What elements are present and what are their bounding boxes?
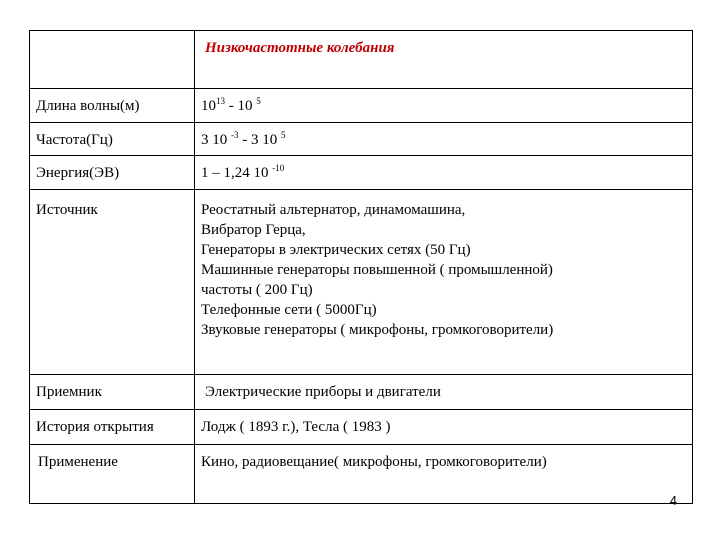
value-cell	[195, 190, 693, 375]
history-value: Лодж ( 1893 г.), Тесла ( 1983 )	[201, 419, 391, 435]
label-cell	[30, 123, 195, 156]
frequency-exp-1: -3	[231, 130, 239, 140]
header-empty-cell	[30, 31, 195, 89]
value-cell	[195, 156, 693, 190]
label-cell	[30, 375, 195, 410]
table-row-history	[30, 410, 693, 445]
value-cell	[195, 123, 693, 156]
wavelength-value	[195, 89, 692, 116]
table-row-usage	[30, 445, 693, 504]
source-line: Вибратор Герца,	[201, 222, 306, 238]
wavelength-exp-1: 13	[216, 96, 225, 106]
value-cell	[195, 410, 693, 445]
frequency-exp-2: 5	[281, 130, 286, 140]
energy-value	[195, 156, 692, 183]
energy-label: Энергия(ЭВ)	[36, 165, 120, 181]
source-line: Реостатный альтернатор, динамомашина,	[201, 202, 466, 218]
label-cell	[30, 190, 195, 375]
source-line: Телефонные сети ( 5000Гц)	[201, 302, 377, 318]
label-cell	[30, 156, 195, 190]
source-line: Звуковые генераторы ( микрофоны, громкоговорители)	[201, 322, 554, 338]
usage-value: Кино, радиовещание( микрофоны, громкоговорители)	[201, 454, 547, 470]
source-label: Источник	[36, 202, 98, 218]
frequency-label: Частота(Гц)	[36, 132, 113, 148]
value-cell	[195, 375, 693, 410]
frequency-base-2: 3 10	[251, 132, 281, 148]
header-title-cell	[195, 31, 693, 89]
table-row-source	[30, 190, 693, 375]
wavelength-exp-2: 5	[256, 96, 261, 106]
source-value	[195, 190, 692, 340]
wavelength-separator: -	[225, 98, 238, 114]
receiver-label: Приемник	[36, 384, 102, 400]
frequency-base-1: 3 10	[201, 132, 231, 148]
page-number: 4	[669, 493, 677, 508]
label-cell	[30, 410, 195, 445]
table-row-frequency	[30, 123, 693, 156]
history-label: История открытия	[36, 419, 154, 435]
value-cell	[195, 445, 693, 504]
table-row-receiver	[30, 375, 693, 410]
usage-label: Применение	[38, 454, 118, 470]
receiver-value: Электрические приборы и двигатели	[205, 384, 441, 400]
table-row-header	[30, 31, 693, 89]
frequency-separator: -	[238, 132, 251, 148]
wavelength-label: Длина волны(м)	[36, 98, 140, 114]
source-line: частоты ( 200 Гц)	[201, 282, 313, 298]
wavelength-base-2: 10	[237, 98, 257, 114]
table-row-energy	[30, 156, 693, 190]
source-line: Генераторы в электрических сетях (50 Гц)	[201, 242, 471, 258]
value-cell	[195, 89, 693, 123]
source-line: Машинные генераторы повышенной ( промышленной)	[201, 262, 553, 278]
label-cell	[30, 89, 195, 123]
properties-table	[29, 30, 693, 504]
wavelength-base-1: 10	[201, 98, 216, 114]
table-row-wavelength	[30, 89, 693, 123]
frequency-value	[195, 123, 692, 150]
energy-base: 1 – 1,24 10	[201, 165, 273, 181]
table-title: Низкочастотные колебания	[205, 40, 395, 56]
label-cell	[30, 445, 195, 504]
energy-exp: -10	[272, 163, 285, 173]
